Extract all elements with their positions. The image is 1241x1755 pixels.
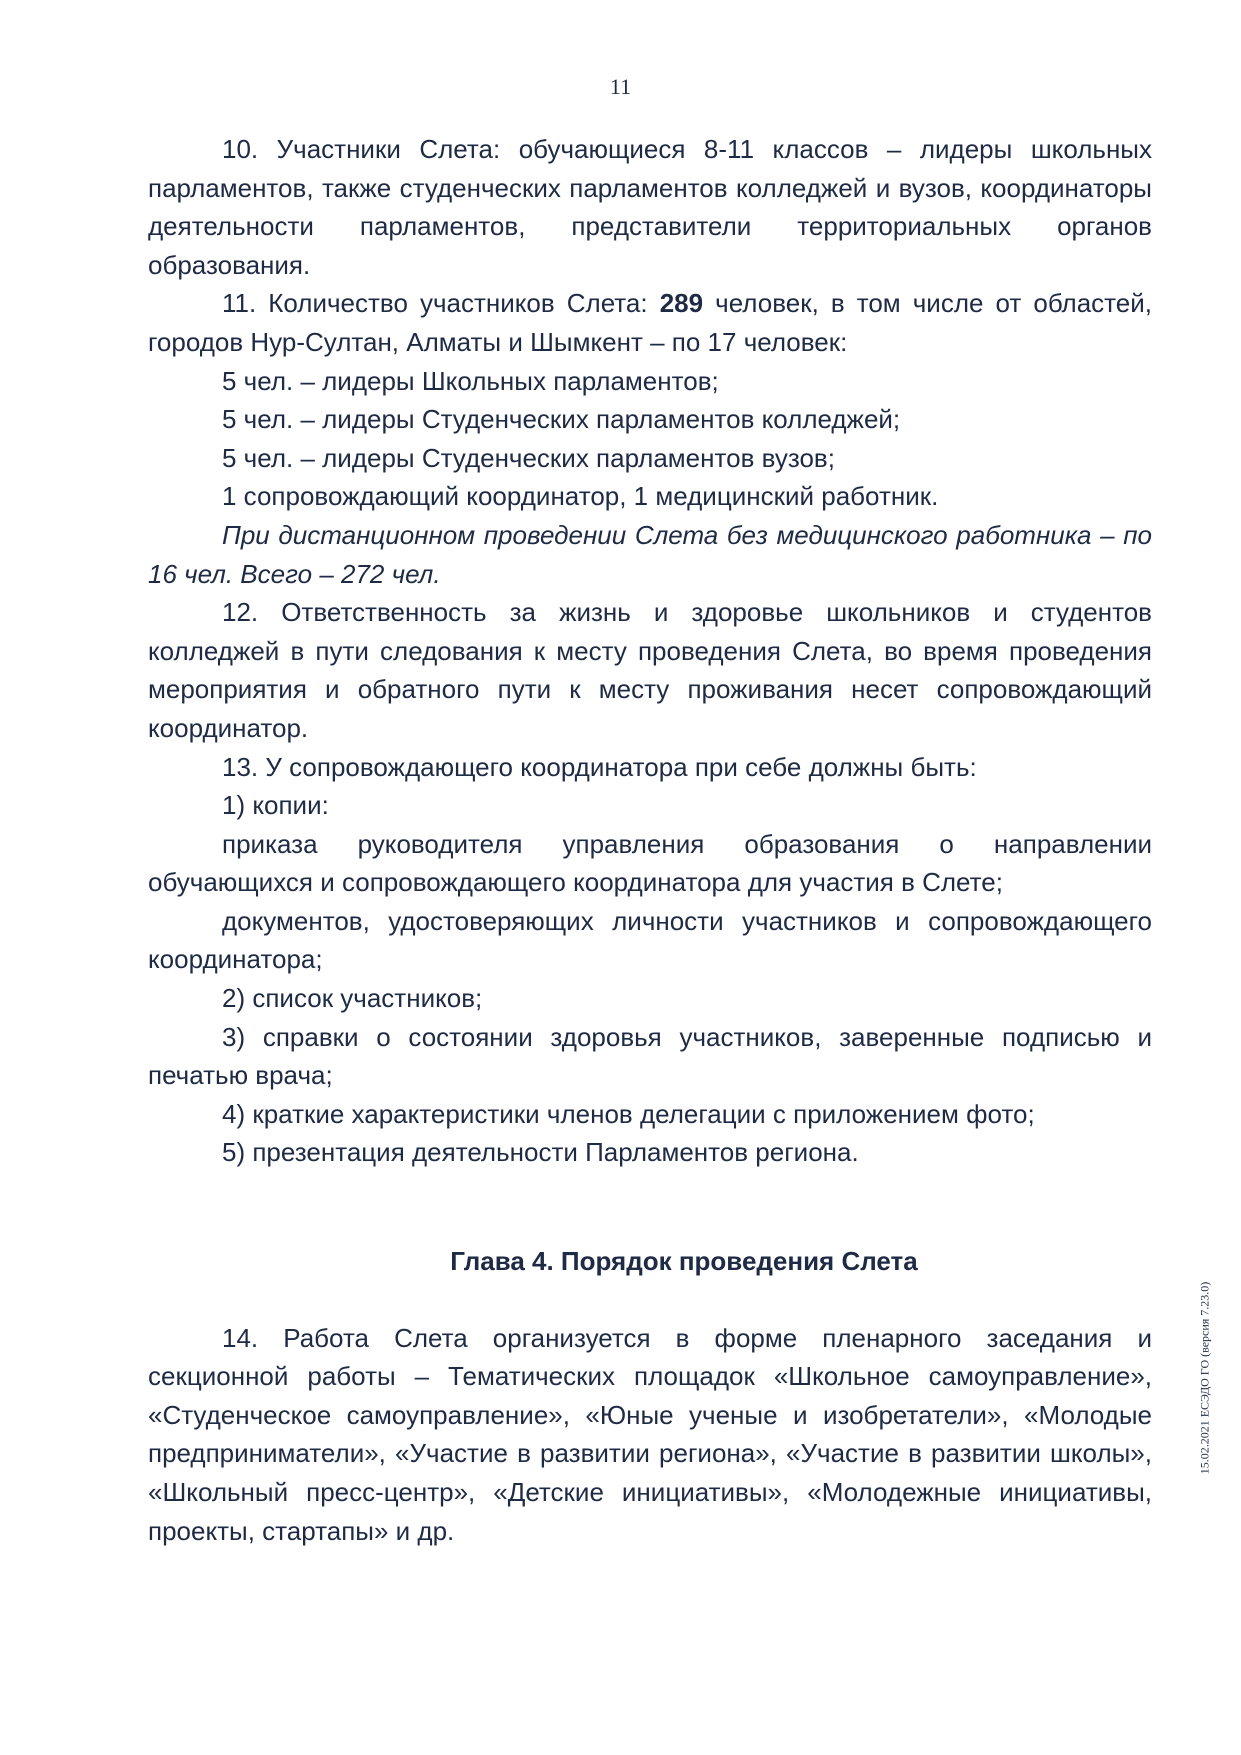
paragraph-11-end: человек, в том числе от областей, городов Нур-Султан, Алматы и Шымкент – по 17 человек:: [148, 288, 1153, 357]
list-item: 1) копии:: [222, 790, 329, 821]
list-item: 5) презентация деятельности Парламентов региона.: [222, 1137, 859, 1168]
list-item: документов, удостоверяющих личности участников и сопровождающего координатора;: [148, 905, 1152, 975]
stamp-text: 15.02.2021 ЕСЭДО ГО (версия 7.23.0): [1197, 1281, 1212, 1475]
participant-count: 289: [659, 288, 704, 319]
paragraph-11-start: 11. Количество участников Слета:: [222, 288, 660, 319]
list-item: 1 сопровождающий координатор, 1 медицинский работник.: [222, 481, 939, 512]
remote-note: При дистанционном проведении Слета без медицинского работника – по 16 чел. Всего – 272 чел.: [148, 519, 1152, 589]
spacer: [148, 1281, 1152, 1319]
spacer: [148, 1172, 1152, 1242]
paragraph-12: 12. Ответственность за жизнь и здоровье школьников и студентов колледжей в пути следования к месту проведения Слета, во время проведения мероприятия и обратного пути к месту проживания несет сопровождающий координатор.: [148, 597, 1152, 743]
paragraph-13: 13. У сопровождающего координатора при себе должны быть:: [222, 751, 977, 782]
list-item: 5 чел. – лидеры Школьных парламентов;: [222, 365, 719, 396]
paragraph-11: [148, 284, 1152, 361]
page-number: 11: [609, 74, 632, 99]
list-item: 3) справки о состоянии здоровья участников, заверенные подписью и печатью врача;: [148, 1021, 1152, 1091]
chapter-heading: Глава 4. Порядок проведения Слета: [450, 1246, 918, 1277]
list-item: 5 чел. – лидеры Студенческих парламентов вузов;: [222, 442, 835, 473]
paragraph-14: 14. Работа Слета организуется в форме пленарного заседания и секционной работы – Тематических площадок «Школьное самоуправление», «Студенческое самоуправление», «Юные ученые и изобретатели», «Молодые предприниматели», «Участие в развитии региона», «Участие в развитии школы», «Школьный пресс-центр», «Детские инициативы», «Молодежные инициативы, проекты, стартапы» и др.: [148, 1322, 1152, 1546]
list-item: 2) список участников;: [222, 983, 483, 1014]
document-body: [148, 130, 1152, 1550]
paragraph-10: 10. Участники Слета: обучающиеся 8-11 классов – лидеры школьных парламентов, также студенческих парламентов колледжей и вузов, координаторы деятельности парламентов, представители территориальных органов образования.: [148, 134, 1152, 280]
list-item: 5 чел. – лидеры Студенческих парламентов колледжей;: [222, 404, 901, 435]
list-item: 4) краткие характеристики членов делегации с приложением фото;: [222, 1098, 1035, 1129]
list-item: приказа руководителя управления образования о направлении обучающихся и сопровождающего координатора для участия в Слете;: [148, 828, 1152, 898]
document-system-stamp: [1196, 1258, 1214, 1498]
